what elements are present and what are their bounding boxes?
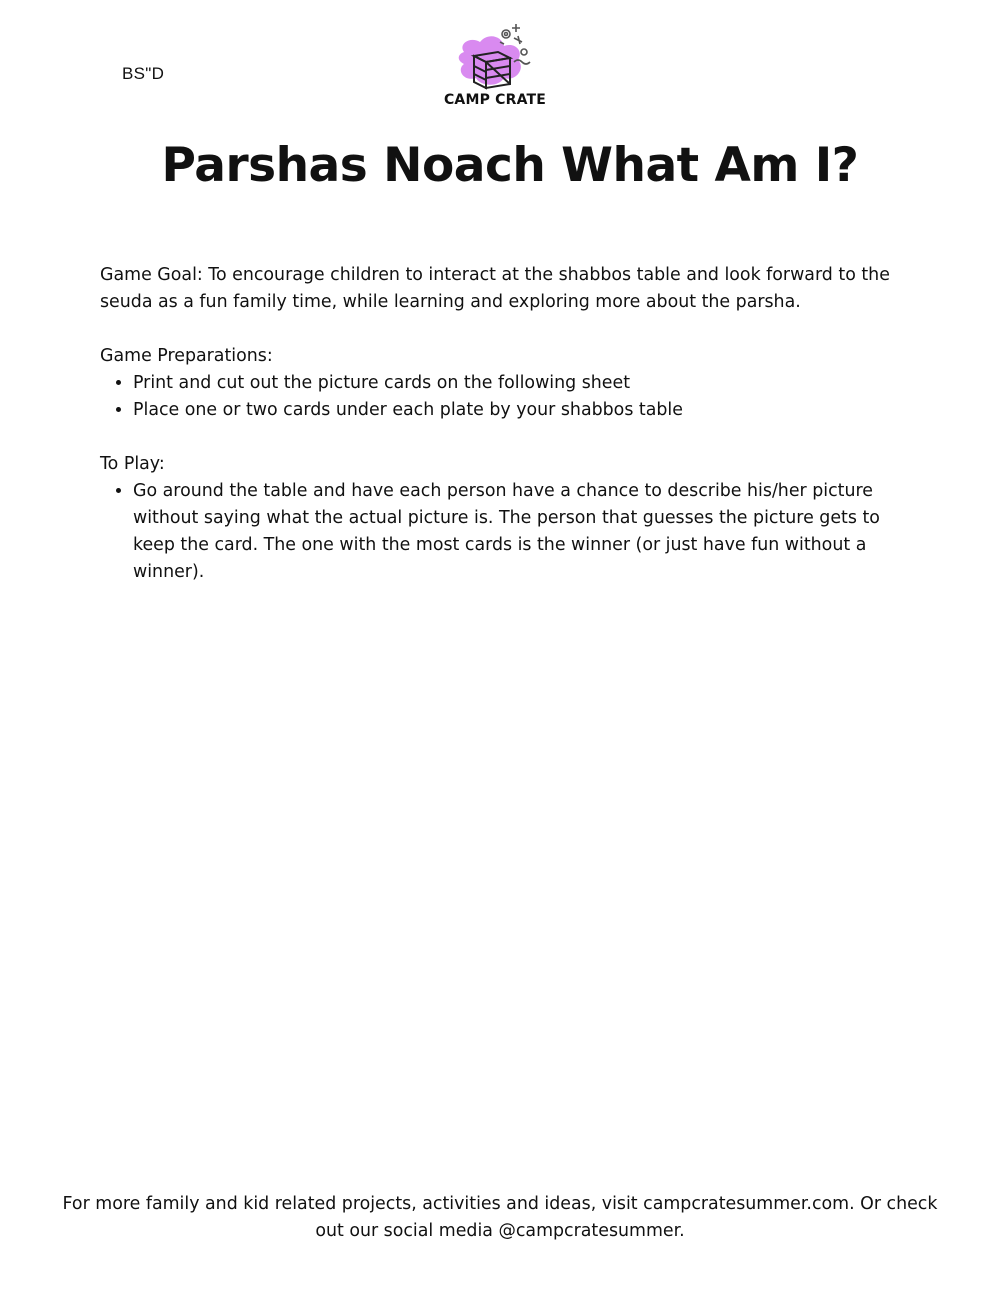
instructions (100, 262, 910, 586)
camp-crate-logo (440, 22, 560, 117)
crate-icon (440, 22, 550, 92)
list-item: • Go around the table and have each person have a chance to describe his/her picture without saying what the actual picture is. The person that guesses the picture gets to keep the card. The one with the most cards is the winner (or just have fun without a winner). (133, 478, 910, 586)
to-play-heading: To Play: (100, 454, 165, 474)
preparations-heading: Game Preparations: (100, 346, 273, 366)
to-play-list (100, 478, 910, 586)
list-item: • Place one or two cards under each plate by your shabbos table (133, 397, 910, 424)
footer-text: For more family and kid related projects, activities and ideas, visit campcratesummer.com. Or check out our social media @campcratesummer. (62, 1194, 938, 1241)
list-item: • Print and cut out the picture cards on the following sheet (133, 370, 910, 397)
preparations-list (100, 370, 910, 424)
game-goal: Game Goal: To encourage children to interact at the shabbos table and look forward to the seuda as a fun family time, while learning and exploring more about the parsha. (100, 265, 890, 312)
logo-text: CAMP CRATE (443, 92, 547, 108)
bsd-label: BS"D (122, 64, 165, 83)
page-title: Parshas Noach What Am I? (161, 138, 859, 193)
